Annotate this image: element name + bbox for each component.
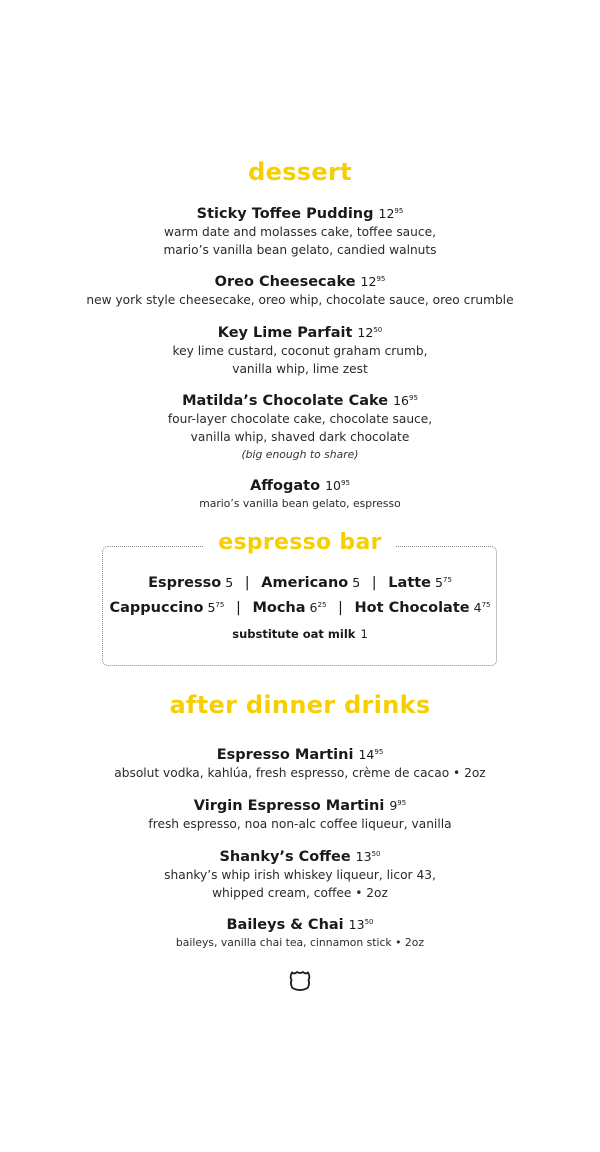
separator: | (371, 575, 377, 591)
bar-item-name: Espresso (148, 575, 222, 591)
substitute-oat-milk (0, 627, 600, 641)
item-price: $12^{95}$ (360, 274, 386, 289)
menu-item-key-lime-parfait (0, 321, 600, 378)
bar-item-price: 5 (225, 575, 234, 590)
substitute-price: 1 (360, 627, 368, 641)
menu-item-sticky-toffee-pudding (0, 202, 600, 259)
item-description: mario’s vanilla bean gelato, espresso (199, 497, 401, 510)
item-price: $14^{95}$ (358, 747, 384, 762)
item-description: key lime custard, coconut graham crumb, (172, 344, 428, 358)
espresso-bar-title-wrap (0, 530, 600, 555)
menu-item-affogato (0, 474, 600, 512)
menu-item-baileys-and-chai (0, 913, 600, 951)
item-price: $13^{50}$ (348, 917, 374, 932)
item-description: vanilla whip, lime zest (232, 361, 368, 376)
after-dinner-drinks-title: after dinner drinks (169, 691, 431, 719)
item-price: $12^{50}$ (357, 325, 383, 340)
item-name: Shanky’s Coffee (219, 849, 351, 865)
espresso-bar-row-2 (0, 600, 600, 616)
separator: | (338, 600, 343, 616)
separator: | (235, 600, 241, 616)
item-name: Sticky Toffee Pudding (196, 206, 374, 222)
item-name: Baileys & Chai (226, 917, 344, 933)
menu-item-shankys-coffee (0, 845, 600, 902)
item-name: Virgin Espresso Martini (193, 798, 385, 814)
item-description: four-layer chocolate cake, chocolate sauce, (167, 412, 433, 426)
bar-item-name: Hot Chocolate (354, 600, 470, 616)
item-name: Affogato (250, 478, 321, 494)
espresso-bar-row-1 (0, 575, 600, 591)
item-description: new york style cheesecake, oreo whip, chocolate sauce, oreo crumble (86, 293, 514, 307)
separator: | (244, 575, 250, 591)
item-name: Matilda’s Chocolate Cake (182, 393, 389, 409)
espresso-bar-title: espresso bar (204, 530, 396, 555)
shield-icon (288, 969, 312, 993)
bar-item-name: Americano (261, 575, 349, 591)
item-description: fresh espresso, noa non-alc coffee liqueur, vanilla (148, 817, 452, 831)
item-description: absolut vodka, kahlúa, fresh espresso, crème de cacao • 2oz (114, 766, 486, 780)
item-price: $9^{95}$ (389, 798, 407, 813)
item-note: (big enough to share) (241, 448, 359, 461)
bar-item-price: $5^{75}$ (435, 575, 452, 590)
bar-item-price: $4^{75}$ (473, 600, 491, 615)
item-description: baileys, vanilla chai tea, cinnamon stick • 2oz (175, 936, 425, 949)
item-description: whipped cream, coffee • 2oz (212, 885, 388, 900)
bar-item-name: Latte (388, 575, 432, 591)
menu-item-oreo-cheesecake (0, 270, 600, 310)
bar-item-price: $5^{75}$ (207, 600, 225, 615)
bar-item-name: Mocha (252, 600, 306, 616)
item-description: mario’s vanilla bean gelato, candied walnuts (163, 242, 437, 257)
item-price: $16^{95}$ (393, 393, 418, 408)
item-description: vanilla whip, shaved dark chocolate (190, 429, 410, 444)
menu-item-matildas-chocolate-cake (0, 389, 600, 463)
bar-item-price: $6^{25}$ (309, 600, 327, 615)
item-price: $10^{95}$ (325, 478, 350, 493)
menu-item-espresso-martini (0, 743, 600, 783)
bar-item-name: Cappuccino (109, 600, 204, 616)
substitute-label: substitute oat milk (232, 627, 356, 641)
item-name: Oreo Cheesecake (214, 274, 356, 290)
item-name: Key Lime Parfait (217, 325, 353, 341)
bar-item-price: 5 (352, 575, 361, 590)
item-description: warm date and molasses cake, toffee sauce, (164, 225, 436, 239)
item-name: Espresso Martini (216, 747, 354, 763)
item-description: shanky’s whip irish whiskey liqueur, licor 43, (164, 868, 436, 882)
item-price: $13^{50}$ (355, 849, 381, 864)
dessert-title: dessert (248, 158, 352, 186)
item-price: $12^{95}$ (378, 206, 404, 221)
menu-item-virgin-espresso-martini (0, 794, 600, 834)
